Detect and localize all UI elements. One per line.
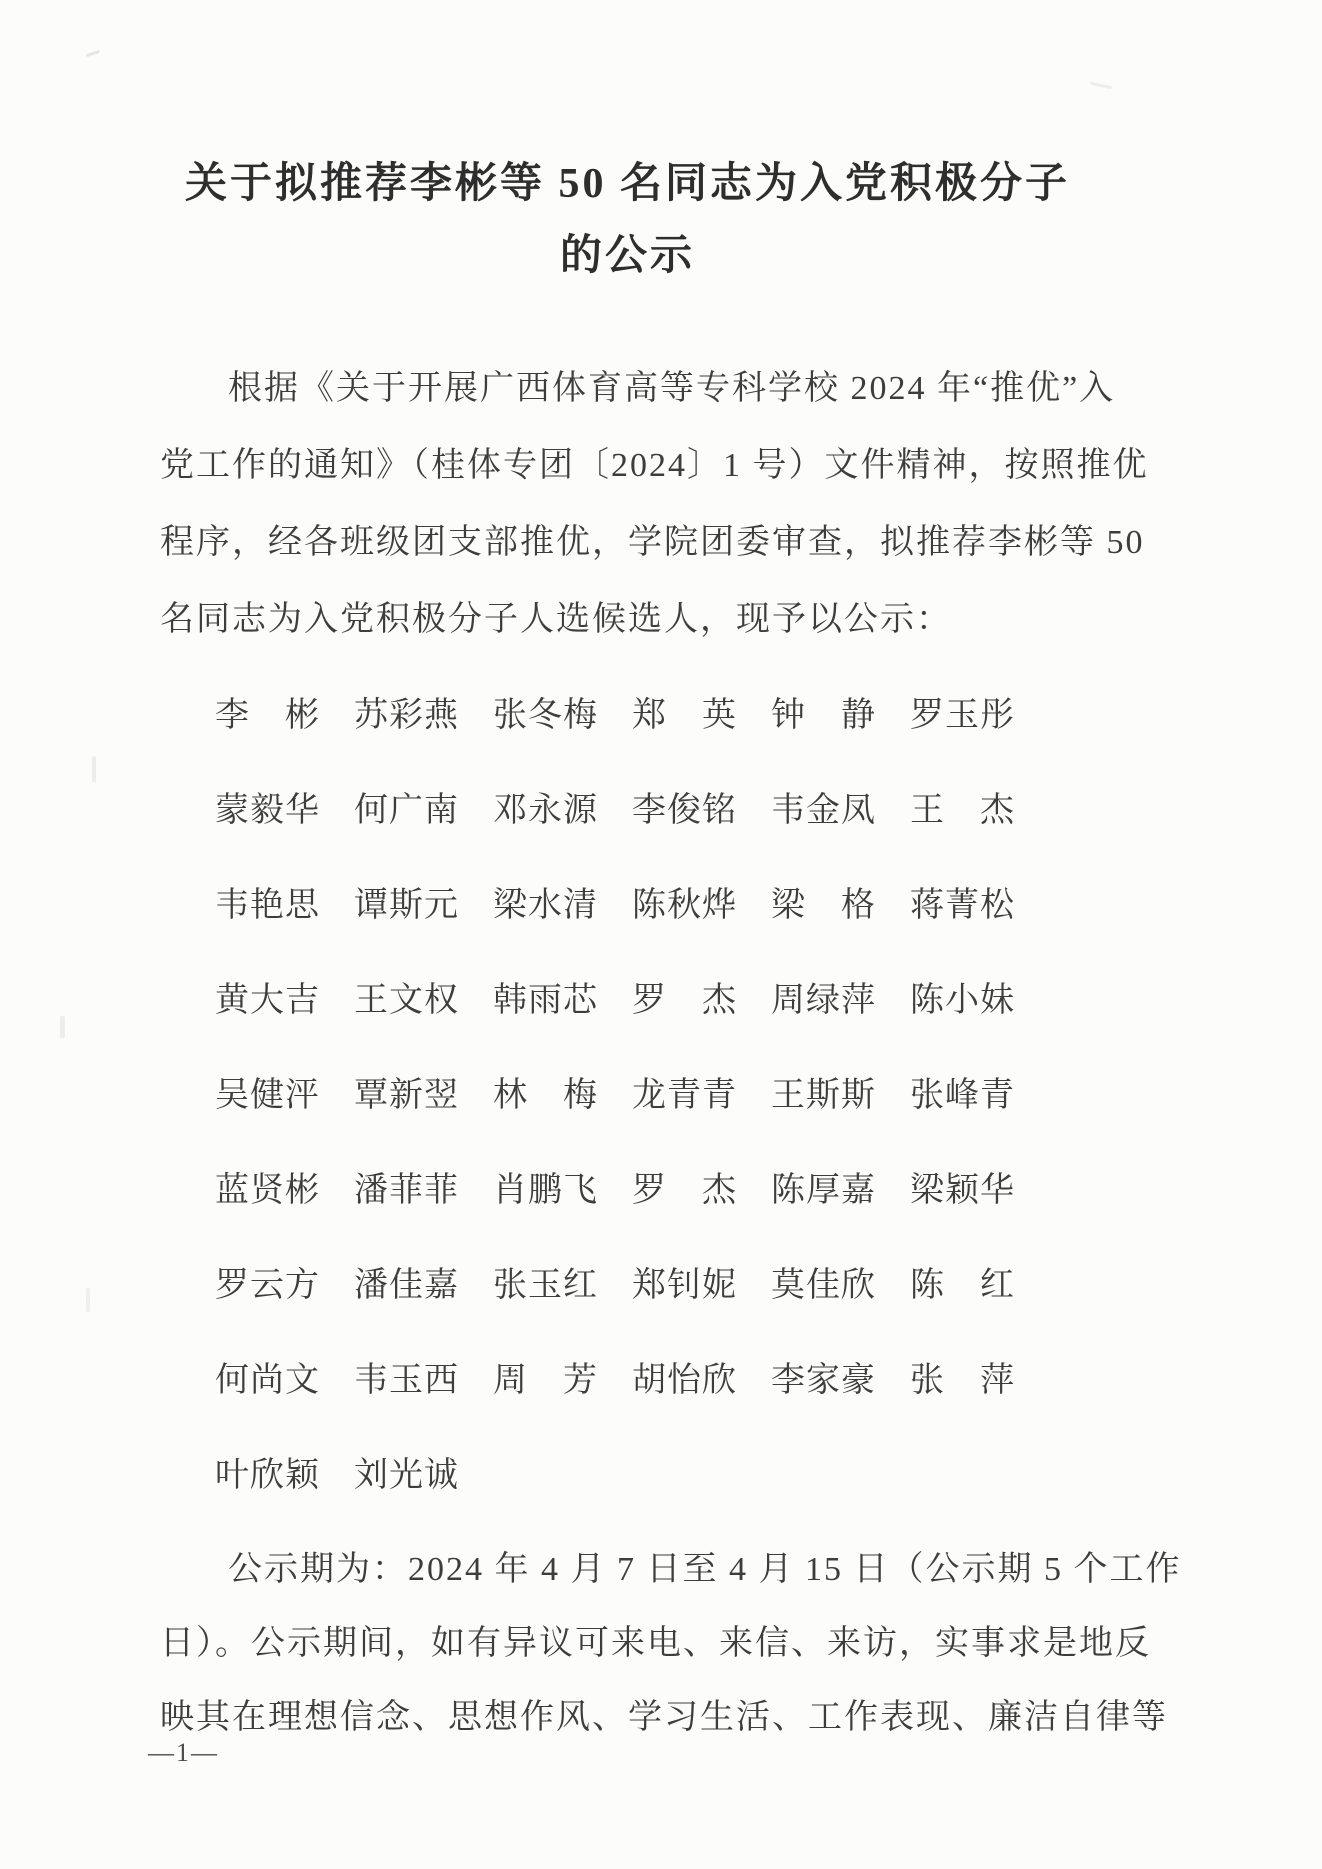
name-row [215, 854, 1095, 949]
name-row [215, 1139, 1095, 1234]
name-cell: 罗云方 [215, 1267, 320, 1304]
name-cell: 胡怡欣 [632, 1362, 737, 1399]
name-cell: 韦玉西 [354, 1362, 459, 1399]
name-cell: 何尚文 [215, 1362, 320, 1399]
scan-artifact [1090, 82, 1112, 90]
name-cell: 张 萍 [910, 1362, 1015, 1399]
name-cell: 吴健泙 [215, 1077, 320, 1114]
name-cell: 王 杰 [910, 792, 1015, 829]
document-content [160, 148, 1182, 1755]
name-cell: 罗玉彤 [910, 697, 1015, 734]
name-cell: 张冬梅 [493, 697, 598, 734]
scan-artifact [60, 1016, 65, 1038]
name-cell: 李 彬 [215, 697, 320, 734]
name-cell: 何广南 [354, 792, 459, 829]
name-cell: 梁颖华 [910, 1172, 1015, 1209]
name-row [215, 1329, 1095, 1424]
intro-line: 程序，经各班级团支部推优，学院团委审查，拟推荐李彬等 50 [160, 524, 1145, 561]
name-cell: 韦金凤 [771, 792, 876, 829]
scan-artifact [86, 1288, 90, 1312]
title-line-1: 关于拟推荐李彬等 50 名同志为入党积极分子 [184, 161, 1070, 207]
name-cell: 陈秋烨 [632, 887, 737, 924]
name-cell: 李俊铭 [632, 792, 737, 829]
name-cell: 陈 红 [910, 1267, 1015, 1304]
name-cell: 龙青青 [632, 1077, 737, 1114]
title-line-2: 的公示 [559, 233, 695, 279]
name-cell: 蓝贤彬 [215, 1172, 320, 1209]
intro-line: 党工作的通知》（桂体专团〔2024〕1 号）文件精神，按照推优 [160, 447, 1149, 484]
name-cell: 韩雨芯 [493, 982, 598, 1019]
intro-line: 名同志为入党积极分子人选候选人，现予以公示： [160, 601, 952, 638]
scan-artifact [86, 50, 100, 57]
name-cell: 邓永源 [493, 792, 598, 829]
name-cell: 陈小妹 [910, 982, 1015, 1019]
name-cell: 肖鹏飞 [493, 1172, 598, 1209]
closing-line: 映其在理想信念、思想作风、学习生活、工作表现、廉洁自律等 [160, 1699, 1168, 1736]
name-cell: 叶欣颖 [215, 1457, 320, 1494]
name-cell: 梁水清 [493, 887, 598, 924]
document-title [160, 148, 1095, 292]
name-cell: 张峰青 [910, 1077, 1015, 1114]
name-cell: 梁 格 [771, 887, 876, 924]
name-row [215, 1234, 1095, 1329]
name-cell: 谭斯元 [354, 887, 459, 924]
name-cell: 郑 英 [632, 697, 737, 734]
name-cell: 王文权 [354, 982, 459, 1019]
name-row [215, 949, 1095, 1044]
name-cell: 张玉红 [493, 1267, 598, 1304]
name-cell: 蒋菁松 [910, 887, 1015, 924]
name-cell: 潘佳嘉 [354, 1267, 459, 1304]
name-cell: 周绿萍 [771, 982, 876, 1019]
name-cell: 覃新翌 [354, 1077, 459, 1114]
closing-line: 日）。公示期间，如有异议可来电、来信、来访，实事求是地反 [160, 1625, 1151, 1662]
name-row [215, 664, 1095, 759]
name-cell: 钟 静 [771, 697, 876, 734]
name-cell: 罗 杰 [632, 1172, 737, 1209]
name-cell: 刘光诚 [354, 1457, 459, 1494]
name-cell: 韦艳思 [215, 887, 320, 924]
name-cell: 蒙毅华 [215, 792, 320, 829]
name-cell: 林 梅 [493, 1077, 598, 1114]
page-number: —1— [148, 1738, 219, 1767]
name-cell: 王斯斯 [771, 1077, 876, 1114]
name-cell: 罗 杰 [632, 982, 737, 1019]
closing-line: 公示期为：2024 年 4 月 7 日至 4 月 15 日（公示期 5 个工作 [228, 1551, 1182, 1588]
intro-line: 根据《关于开展广西体育高等专科学校 2024 年“推优”入 [228, 370, 1116, 407]
intro-paragraph [160, 350, 1149, 658]
candidate-name-list [160, 664, 1095, 1519]
name-cell: 苏彩燕 [354, 697, 459, 734]
name-cell: 李家豪 [771, 1362, 876, 1399]
name-cell: 陈厚嘉 [771, 1172, 876, 1209]
scan-artifact [92, 756, 96, 782]
name-cell: 潘菲菲 [354, 1172, 459, 1209]
name-cell: 黄大吉 [215, 982, 320, 1019]
name-row [215, 1044, 1095, 1139]
name-row [215, 759, 1095, 854]
name-cell: 周 芳 [493, 1362, 598, 1399]
closing-paragraph [160, 1533, 1182, 1755]
name-row [215, 1424, 1095, 1519]
name-cell: 郑钊妮 [632, 1267, 737, 1304]
name-cell: 莫佳欣 [771, 1267, 876, 1304]
